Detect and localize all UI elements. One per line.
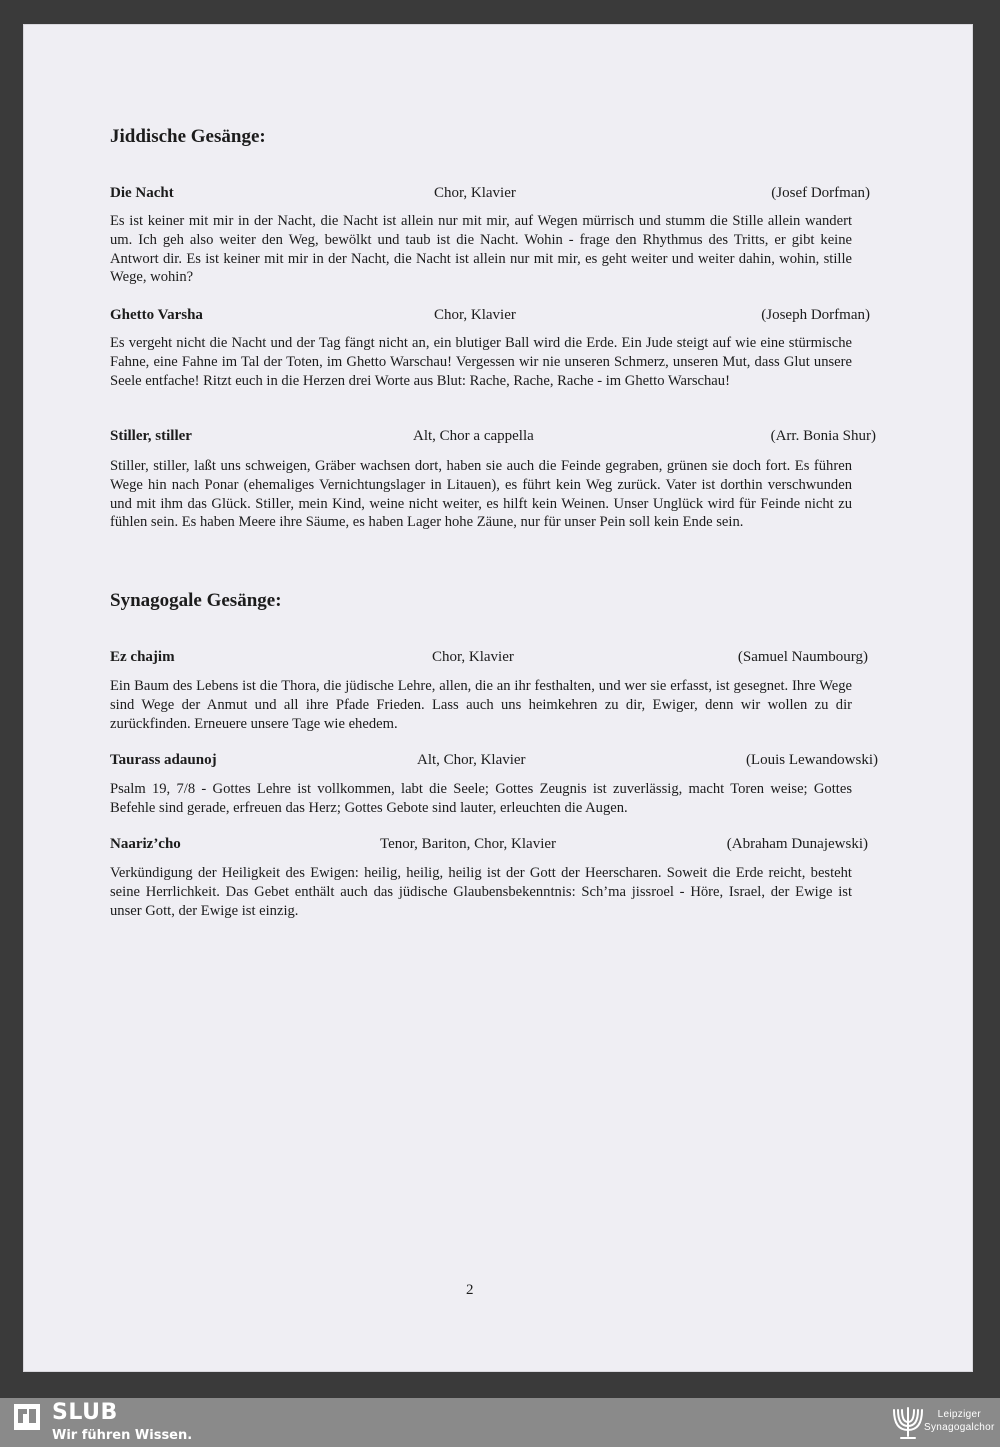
piece-text: Es vergeht nicht die Nacht und der Tag fängt nicht an, ein blutiger Ball wird die Erde. Ein Jude steigt auf wie eine stürmische Fahne, eine Fahne im Tal der Toten, im Ghetto Warschau! Vergessen wir nie unseren Schmerz, unseren Mut, dass Glut unsere Seele entfache! Ritzt euch in die Herzen drei Worte aus Blut: Rache, Rache, Rache - im Ghetto Warschau!: [110, 335, 852, 389]
piece-header-stiller-stiller: [110, 428, 876, 448]
piece-header-ez-chajim: [110, 649, 876, 669]
piece-instrumentation: Chor, Klavier: [434, 307, 516, 323]
piece-text: Psalm 19, 7/8 - Gottes Lehre ist vollkommen, labt die Seele; Gottes Zeugnis ist zuverlässig, macht Toren weise; Gottes Befehle sind gerade, erfreuen das Herz; Gottes Gebote sind lauter, erleuchten die Augen.: [110, 781, 852, 816]
piece-composer: (Abraham Dunajewski): [726, 836, 868, 852]
piece-title: Stiller, stiller: [110, 428, 192, 444]
piece-instrumentation: Chor, Klavier: [434, 185, 516, 201]
menorah-icon: [892, 1402, 924, 1442]
piece-composer: (Joseph Dorfman): [761, 307, 870, 323]
piece-text: Ein Baum des Lebens ist die Thora, die jüdische Lehre, allen, die an ihr festhalten, und wer sie erfasst, ist gesegnet. Ihre Wege sind Wege der Anmut und all ihre Pfade Frieden. Lass auch uns heimkehren zu dir, Ewiger, denn wir wollen zu dir zurückfinden. Erneuere unsere Tage wie ehedem.: [110, 678, 852, 732]
piece-header-die-nacht: [110, 185, 876, 205]
brand-name[interactable]: SLUB: [52, 1400, 118, 1425]
piece-composer: (Josef Dorfman): [771, 185, 870, 201]
piece-header-ghetto-varsha: [110, 307, 876, 327]
piece-title: Taurass adaunoj: [110, 752, 217, 768]
piece-composer: (Arr. Bonia Shur): [770, 428, 876, 444]
piece-text: Verkündigung der Heiligkeit des Ewigen: heilig, heilig, heilig ist der Gott der Heerscharen. Soweit die Erde reicht, besteht seine Herrlichkeit. Das Gebet enthält auch das jüdische Glaubensbekenntnis: Sch’ma jissroel - Höre, Israel, der Ewige ist unser Gott, der Ewige ist einzig.: [110, 865, 852, 919]
piece-header-taurass-adaunoj: [110, 752, 876, 772]
piece-title: Ghetto Varsha: [110, 307, 203, 323]
piece-text: Stiller, stiller, laßt uns schweigen, Gräber wachsen dort, haben sie auch die Feinde gegraben, grünen sie doch fort. Es führen Wege hin nach Ponar (ehemaliges Vernichtungslager in Litauen), es führt kein Weg zurück. Vater ist dorthin verschwunden und mit ihm das Glück. Stiller, mein Kind, weine nicht weiter, es hilft kein Weinen. Unser Unglück wird für Feinde nicht zu fühlen sein. Es haben Meere ihre Säume, es haben Lager hohe Zäune, nur für unser Pein soll kein Ende sein.: [110, 458, 852, 531]
page-number: 2: [466, 1282, 474, 1298]
footer-bar: [0, 1398, 1000, 1447]
piece-composer: (Samuel Naumbourg): [737, 649, 868, 665]
section-title-synagogale: Synagogale Gesänge:: [110, 590, 282, 611]
piece-instrumentation: Tenor, Bariton, Chor, Klavier: [380, 836, 557, 852]
piece-composer: (Louis Lewandowski): [745, 752, 878, 768]
piece-header-naarizcho: [110, 836, 876, 856]
piece-title: Naariz’cho: [110, 836, 181, 852]
section-title-jiddische: Jiddische Gesänge:: [110, 126, 266, 147]
piece-instrumentation: Alt, Chor, Klavier: [417, 752, 526, 768]
partner-line-2: Synagogalchor: [924, 1422, 995, 1433]
piece-instrumentation: Alt, Chor a cappella: [413, 428, 534, 444]
piece-title: Die Nacht: [110, 185, 174, 201]
piece-text: Es ist keiner mit mir in der Nacht, die Nacht ist allein nur mit mir, auf Wegen mürrisch und stumm die Stille allein wandert um. Ich geh also weiter den Weg, bewölkt und taub ist die Nacht. Wohin - frage den Rhythmus des Tritts, er gibt keine Antwort dir. Es ist keiner mit mir in der Nacht, die Nacht ist allein nur mit mir, es geht weiter und weiter dahin, wohin, stille Wege, wohin?: [110, 213, 852, 286]
piece-title: Ez chajim: [110, 649, 175, 665]
slub-logo-icon[interactable]: [14, 1404, 40, 1430]
partner-name: [924, 1408, 995, 1434]
partner-line-1: Leipziger: [937, 1409, 981, 1420]
brand-slogan: Wir führen Wissen.: [52, 1428, 193, 1443]
piece-instrumentation: Chor, Klavier: [432, 649, 514, 665]
